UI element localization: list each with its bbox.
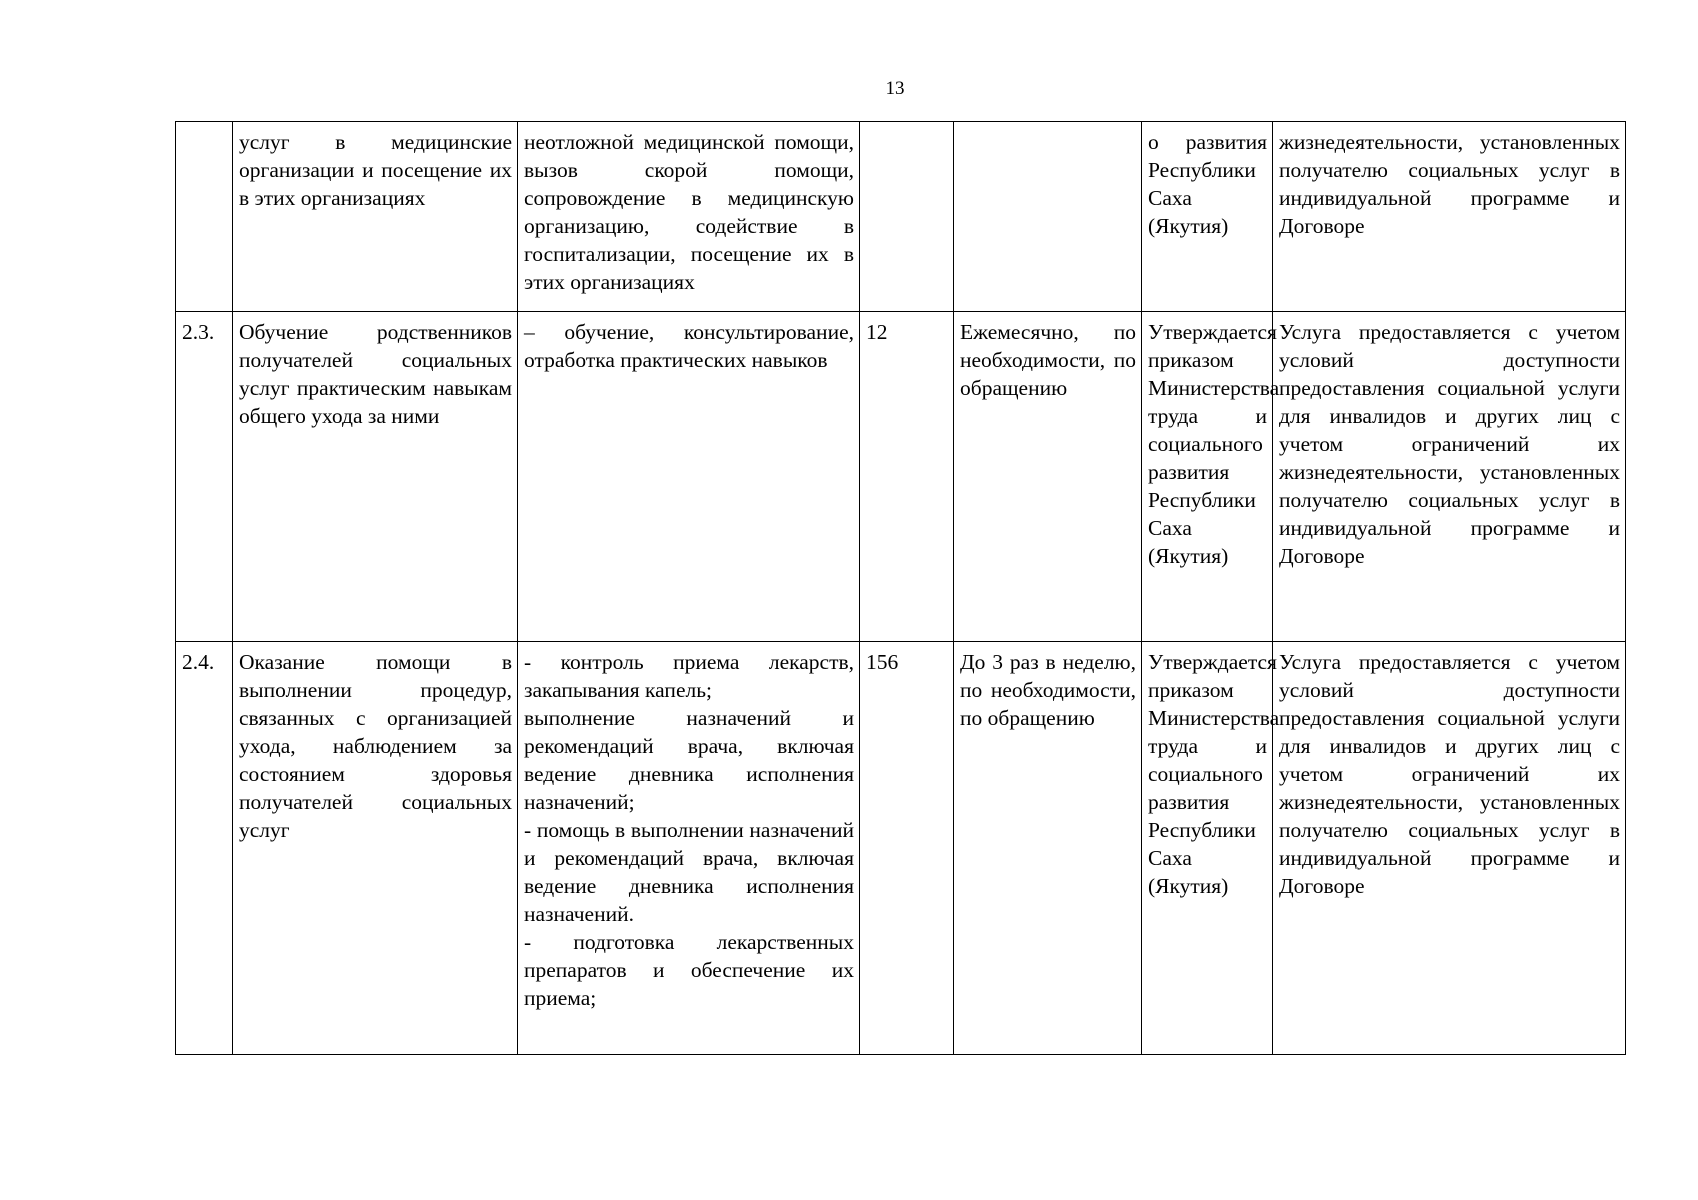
service-volume-cell: 156 — [860, 642, 954, 1055]
service-period-cell: До 3 раз в неделю, по необходимости, по обращению — [954, 642, 1142, 1055]
table-row — [176, 642, 1626, 1055]
table-row — [176, 122, 1626, 312]
service-content-line: - подготовка лекарственных препаратов и обеспечение их приема; — [524, 930, 854, 1010]
service-standard-cell: о развития Республики Саха (Якутия) — [1142, 122, 1273, 312]
service-content-line: выполнение назначений и рекомендаций врача, включая ведение дневника исполнения назначений; — [524, 706, 854, 814]
service-standard-cell: Утверждается приказом Министерства труда и социального развития Республики Саха (Якутия) — [1142, 642, 1273, 1055]
service-name-cell: Оказание помощи в выполнении процедур, связанных с организацией ухода, наблюдением за состоянием здоровья получателей социальных услуг — [233, 642, 518, 1055]
service-number-cell: 2.4. — [176, 642, 233, 1055]
service-name-cell: услуг в медицинские организации и посещение их в этих организациях — [233, 122, 518, 312]
service-content-line: - помощь в выполнении назначений и рекомендаций врача, включая ведение дневника исполнения назначений. — [524, 818, 854, 926]
service-content-line: неотложной медицинской помощи, вызов скорой помощи, сопровождение в медицинскую организацию, содействие в госпитализации, посещение их в этих организациях — [524, 130, 854, 294]
service-content-cell — [518, 122, 860, 312]
service-content-line: – обучение, консультирование, отработка практических навыков — [524, 320, 854, 372]
service-note-cell: Услуга предоставляется с учетом условий доступности предоставления социальной услуги для инвалидов и других лиц с учетом ограничений их жизнедеятельности, установленных получателю социальных услуг в индивидуальной программе и Договоре — [1273, 642, 1626, 1055]
service-number-cell: 2.3. — [176, 312, 233, 642]
service-volume-cell — [860, 122, 954, 312]
service-period-cell: Ежемесячно, по необходимости, по обращению — [954, 312, 1142, 642]
services-table — [175, 121, 1626, 1055]
service-content-cell — [518, 642, 860, 1055]
service-number-cell — [176, 122, 233, 312]
service-content-line: - контроль приема лекарств, закапывания капель; — [524, 650, 854, 702]
service-volume-cell: 12 — [860, 312, 954, 642]
service-content-cell — [518, 312, 860, 642]
service-note-cell: Услуга предоставляется с учетом условий доступности предоставления социальной услуги для инвалидов и других лиц с учетом ограничений их жизнедеятельности, установленных получателю социальных услуг в индивидуальной программе и Договоре — [1273, 312, 1626, 642]
service-note-cell: жизнедеятельности, установленных получателю социальных услуг в индивидуальной программе и Договоре — [1273, 122, 1626, 312]
service-standard-cell: Утверждается приказом Министерства труда и социального развития Республики Саха (Якутия) — [1142, 312, 1273, 642]
page-number: 13 — [885, 78, 905, 99]
service-period-cell — [954, 122, 1142, 312]
service-name-cell: Обучение родственников получателей социальных услуг практическим навыкам общего ухода за ними — [233, 312, 518, 642]
table-row — [176, 312, 1626, 642]
